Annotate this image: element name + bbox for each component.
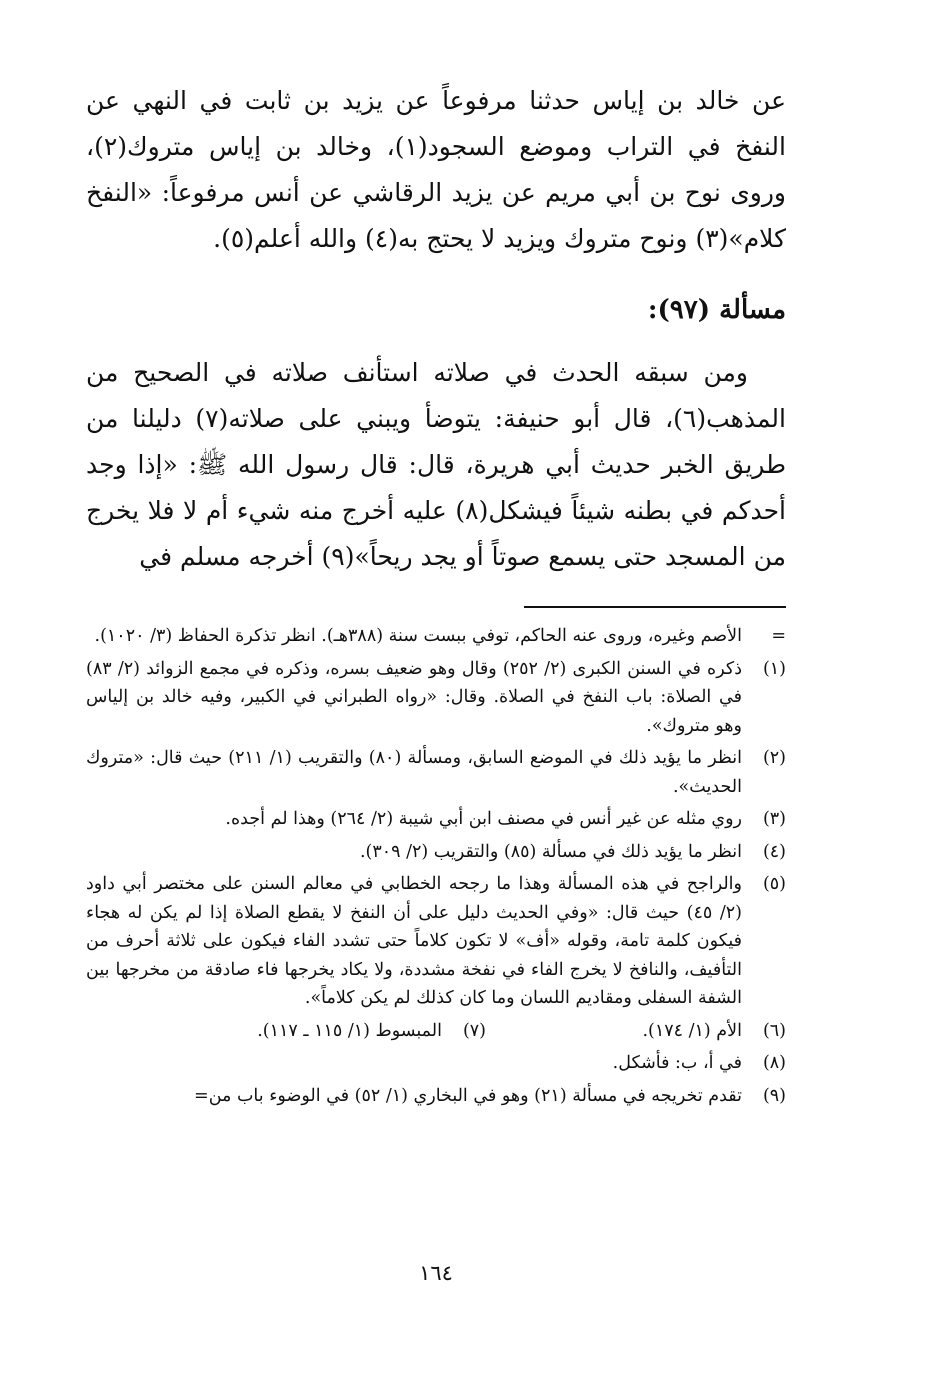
footnote-text: تقدم تخريجه في مسألة (٢١) وهو في البخاري (١/ ٥٢) في الوضوء باب من= <box>194 1085 742 1106</box>
footnote-8 <box>86 1049 786 1078</box>
footnotes <box>86 622 786 1110</box>
footnote-pair-6-7 <box>86 1017 786 1046</box>
footnote-text: الأم (١/ ١٧٤). <box>642 1020 742 1041</box>
footnote-continued <box>86 622 786 651</box>
footnote-marker: = <box>771 626 786 646</box>
footnote-number: (٢) <box>762 748 786 768</box>
footnote-text: الأصم وغيره، وروى عنه الحاكم، توفي ببست سنة (٣٨٨هـ). انظر تذكرة الحفاظ (٣/ ١٠٢٠). <box>94 626 742 646</box>
footnote-number: (٩) <box>762 1085 786 1106</box>
footnote-2 <box>86 744 786 801</box>
footnote-text: في أ، ب: فأشكل. <box>612 1053 742 1073</box>
paragraph-2: ومن سبقه الحدث في صلاته استأنف صلاته في الصحيح من المذهب(٦)، قال أبو حنيفة: يتوضأ ويبني على صلاته(٧) دليلنا من طريق الخبر حديث أبي هريرة، قال: قال رسول الله ﷺ: «إذا وجد أحدكم في بطنه شيئاً فيشكل(٨) عليه أخرج منه شيء أم لا فلا يخرج من المسجد حتى يسمع صوتاً أو يجد ريحاً»(٩) أخرجه مسلم في <box>86 358 786 571</box>
footnote-6 <box>486 1017 786 1046</box>
footnote-number: (٨) <box>762 1053 786 1073</box>
footnote-number: (٥) <box>762 874 786 894</box>
footnote-text: روي مثله عن غير أنس في مصنف ابن أبي شيبة (٢/ ٢٦٤) وهذا لم أجده. <box>225 809 742 829</box>
footnote-number: (٤) <box>762 841 786 862</box>
footnote-text: ذكره في السنن الكبرى (٢/ ٢٥٢) وقال وهو ضعيف بسره، وذكره في مجمع الزوائد (٢/ ٨٣) في الصلاة: باب النفخ في الصلاة. وقال: «رواه الطبراني في الكبير، وفيه خالد بن إلياس وهو متروك». <box>86 658 742 736</box>
page-number: ١٦٤ <box>419 1261 453 1285</box>
footnote-number: (٣) <box>762 809 786 829</box>
footnote-divider <box>524 606 786 608</box>
paragraph-1: عن خالد بن إياس حدثنا مرفوعاً عن يزيد بن ثابت في النهي عن النفخ في التراب وموضع السجود(١)، وخالد بن إياس متروك(٢)، وروى نوح بن أبي مريم عن يزيد الرقاشي عن أنس مرفوعاً: «النفخ كلام»(٣) ونوح متروك ويزيد لا يحتج به(٤) والله أعلم(٥). <box>86 86 786 253</box>
footnote-4 <box>86 838 786 867</box>
footnote-text: انظر ما يؤيد ذلك في الموضع السابق، ومسألة (٨٠) والتقريب (١/ ٢١١) حيث قال: «متروك الحديث». <box>86 748 742 797</box>
footnote-3 <box>86 805 786 834</box>
main-text <box>86 78 786 580</box>
footnote-number: (٦) <box>762 1020 786 1041</box>
footnote-text: المبسوط (١/ ١١٥ ـ ١١٧). <box>257 1020 442 1041</box>
footnote-number: (١) <box>762 658 786 679</box>
footnote-5 <box>86 870 786 1013</box>
section-heading: مسألة (٩٧): <box>647 295 786 325</box>
footnote-9 <box>86 1082 786 1111</box>
footnote-text: والراجح في هذه المسألة وهذا ما رجحه الخطابي في معالم السنن على مختصر أبي داود (٢/ ٤٥) حيث قال: «وفي الحديث دليل على أن النفخ لا يقطع الصلاة إذا لم يكن له هجاء فيكون كلمة تامة، وقوله «أف» لا تكون كلاماً حتى تشدد الفاء فيكون على ثلاثة أحرف من التأفيف، والنافخ لا يخرج الفاء في نفخة مشددة، ولا يكاد يخرجها فاء صادقة من مخرجها بين الشفة السفلى ومقاديم اللسان وما كان كذلك لم يكن كلاماً». <box>86 874 742 1008</box>
footnote-text: انظر ما يؤيد ذلك في مسألة (٨٥) والتقريب (٢/ ٣٠٩). <box>359 841 742 862</box>
footnote-7 <box>186 1017 486 1046</box>
book-page <box>86 78 786 1358</box>
footnote-1 <box>86 655 786 741</box>
footnote-number: (٧) <box>462 1020 486 1041</box>
